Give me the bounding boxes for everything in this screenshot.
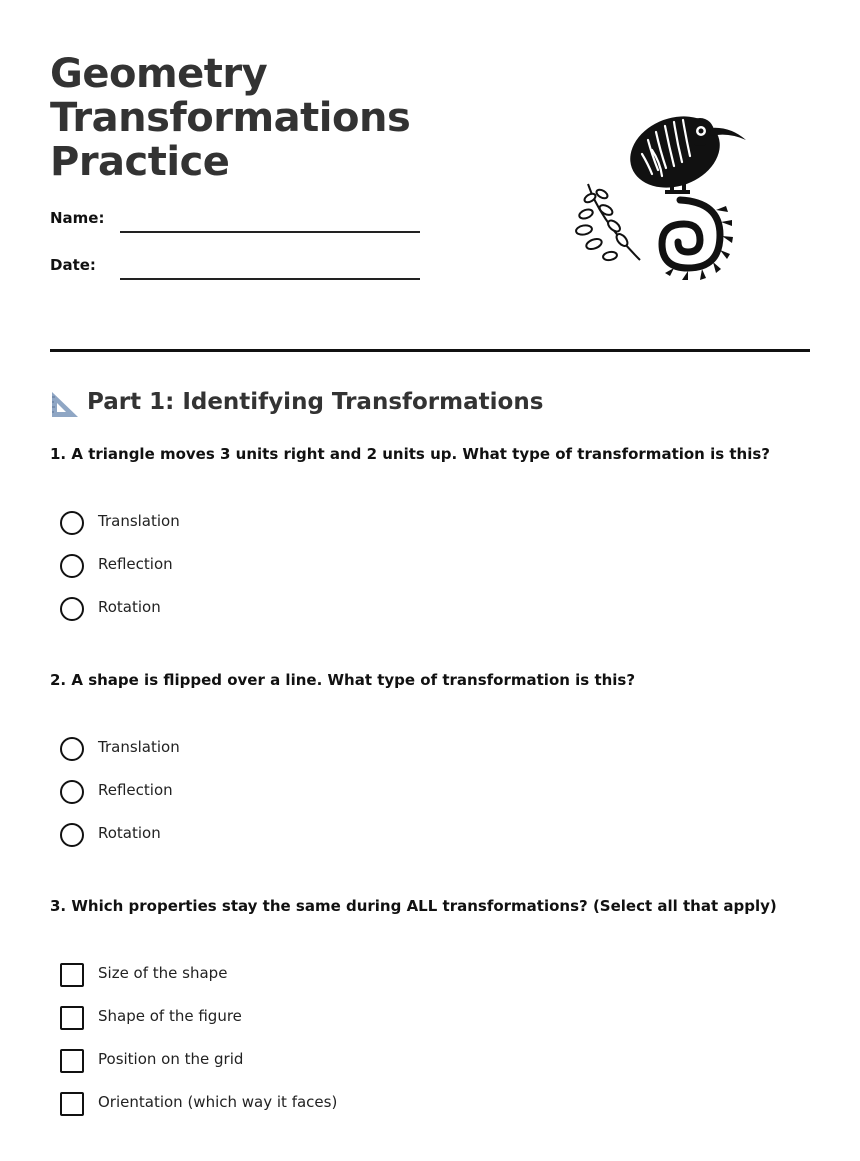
- q1-option-rotation[interactable]: [50, 597, 810, 640]
- set-square-ruler-icon: [50, 389, 80, 419]
- q3-checkbox-position[interactable]: [60, 1049, 84, 1073]
- q3-checkbox-shape[interactable]: [60, 1006, 84, 1030]
- q1-radio-rotation[interactable]: [60, 597, 84, 621]
- q2-radio-reflection[interactable]: [60, 780, 84, 804]
- page-title: [50, 52, 470, 184]
- question-2: [50, 671, 810, 866]
- q3-checkbox-orientation[interactable]: [60, 1092, 84, 1116]
- q2-radio-rotation[interactable]: [60, 823, 84, 847]
- worksheet-page: [50, 0, 810, 1161]
- q2-option-reflection[interactable]: [50, 780, 810, 823]
- title-line-1: Geometry: [50, 51, 268, 97]
- q3-option-position[interactable]: [50, 1049, 810, 1092]
- name-blank-line[interactable]: [120, 231, 420, 233]
- q2-option-translation[interactable]: [50, 737, 810, 780]
- q1-option-translation[interactable]: [50, 511, 810, 554]
- header-divider: [50, 349, 810, 352]
- q1-radio-translation[interactable]: [60, 511, 84, 535]
- q3-option-label: Size of the shape: [98, 964, 228, 982]
- question-1-text: 1. A triangle moves 3 units right and 2 units up. What type of transformation is this?: [50, 445, 770, 463]
- q2-radio-translation[interactable]: [60, 737, 84, 761]
- part1-title: Part 1: Identifying Transformations: [87, 389, 544, 415]
- name-label: Name:: [50, 209, 105, 227]
- q3-option-label: Position on the grid: [98, 1050, 244, 1068]
- part1-section: [50, 385, 810, 425]
- q1-option-reflection[interactable]: [50, 554, 810, 597]
- q1-option-label: Reflection: [98, 555, 173, 573]
- question-2-options: [50, 737, 810, 866]
- question-3-text: 3. Which properties stay the same during ALL transformations? (Select all that apply): [50, 897, 777, 915]
- date-field[interactable]: [50, 252, 420, 282]
- question-1: [50, 445, 810, 640]
- date-blank-line[interactable]: [120, 278, 420, 280]
- question-1-options: [50, 511, 810, 640]
- q3-option-orientation[interactable]: [50, 1092, 810, 1135]
- q3-option-label: Shape of the figure: [98, 1007, 242, 1025]
- title-line-2: Transformations: [50, 95, 411, 141]
- date-label: Date:: [50, 256, 96, 274]
- q1-option-label: Rotation: [98, 598, 161, 616]
- part1-heading: [50, 385, 810, 425]
- question-3-options: [50, 963, 810, 1135]
- q2-option-label: Reflection: [98, 781, 173, 799]
- title-line-3: Practice: [50, 139, 230, 185]
- q3-option-shape[interactable]: [50, 1006, 810, 1049]
- q1-option-label: Translation: [98, 512, 180, 530]
- name-field[interactable]: [50, 205, 420, 235]
- question-3: [50, 897, 810, 1135]
- question-2-text: 2. A shape is flipped over a line. What type of transformation is this?: [50, 671, 636, 689]
- q2-option-label: Rotation: [98, 824, 161, 842]
- kiwi-bird-fern-spiral-icon: [570, 110, 750, 280]
- q3-option-size[interactable]: [50, 963, 810, 1006]
- worksheet-header: [50, 0, 810, 352]
- q3-checkbox-size[interactable]: [60, 963, 84, 987]
- q2-option-rotation[interactable]: [50, 823, 810, 866]
- q3-option-label: Orientation (which way it faces): [98, 1093, 338, 1111]
- q2-option-label: Translation: [98, 738, 180, 756]
- q1-radio-reflection[interactable]: [60, 554, 84, 578]
